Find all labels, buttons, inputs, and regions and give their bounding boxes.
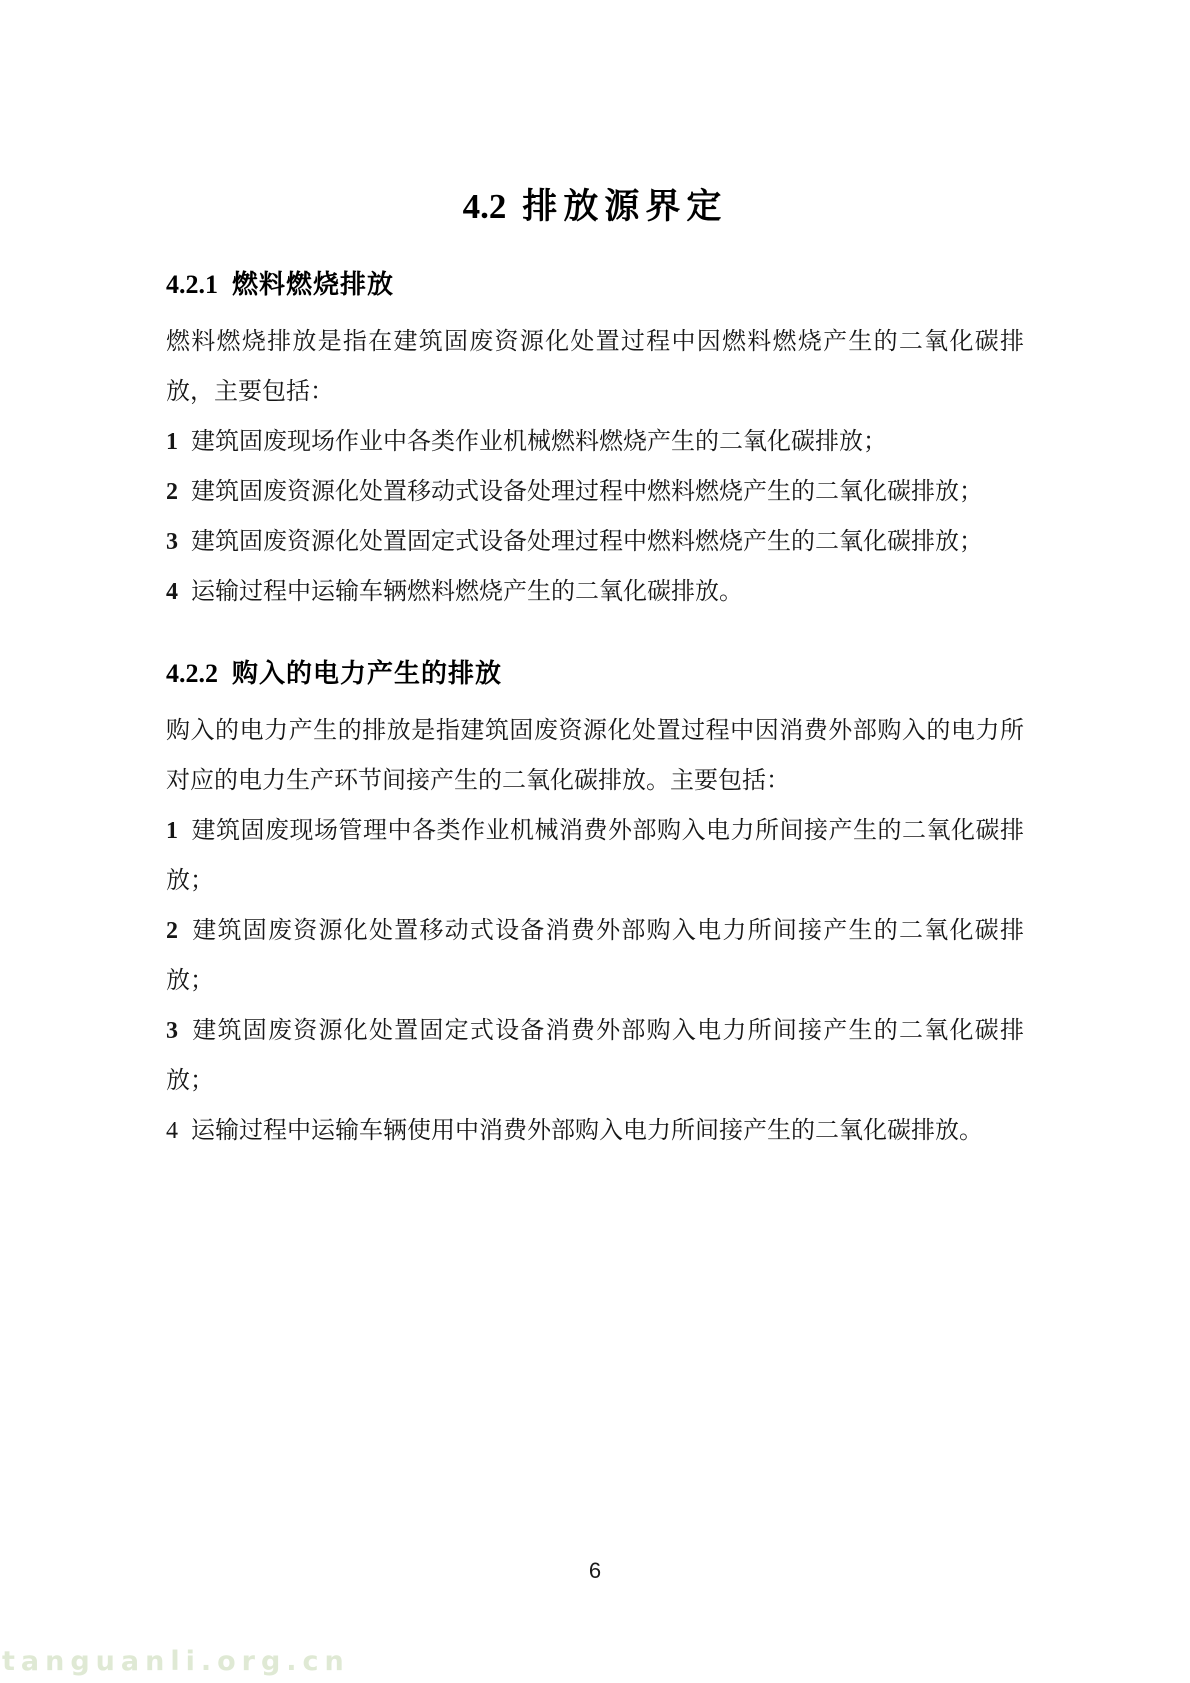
section-heading-number: 4.2.2	[166, 659, 218, 688]
list-item-text: 建筑固废资源化处置移动式设备消费外部购入电力所间接产生的二氧化碳排放；	[166, 918, 1024, 994]
list-item-number: 1	[166, 818, 178, 844]
page-title	[166, 186, 1024, 228]
list-item-text: 运输过程中运输车辆燃料燃烧产生的二氧化碳排放。	[191, 579, 743, 605]
list-item	[166, 806, 1024, 906]
list-item	[166, 1106, 1024, 1156]
list-item-text: 建筑固废现场管理中各类作业机械消费外部购入电力所间接产生的二氧化碳排放；	[166, 818, 1024, 894]
section-intro-paragraph: 燃料燃烧排放是指在建筑固废资源化处置过程中因燃料燃烧产生的二氧化碳排放，主要包括：	[166, 329, 1024, 405]
watermark-text: tanguanli.org.cn	[2, 1646, 350, 1677]
list-item-number: 2	[166, 918, 178, 944]
list-item-number: 2	[166, 479, 178, 505]
title-number: 4.2	[462, 187, 507, 226]
section-heading-4-2-2	[166, 657, 1024, 690]
list-item-text: 建筑固废现场作业中各类作业机械燃料燃烧产生的二氧化碳排放；	[191, 429, 887, 455]
section-heading-label: 燃料燃烧排放	[232, 269, 395, 299]
list-item	[166, 567, 1024, 617]
section-heading-label: 购入的电力产生的排放	[232, 658, 503, 688]
section-heading-number: 4.2.1	[166, 270, 218, 299]
list-item-number: 3	[166, 1018, 178, 1044]
section-intro-paragraph: 购入的电力产生的排放是指建筑固废资源化处置过程中因消费外部购入的电力所对应的电力生产环节间接产生的二氧化碳排放。主要包括：	[166, 718, 1024, 794]
page-number: 6	[588, 1558, 602, 1583]
list-item-number: 1	[166, 429, 178, 455]
list-item-text: 建筑固废资源化处置固定式设备消费外部购入电力所间接产生的二氧化碳排放；	[166, 1018, 1024, 1094]
list-item	[166, 1006, 1024, 1106]
list-item	[166, 906, 1024, 1006]
list-item-number: 4	[166, 579, 178, 605]
list-item-text: 运输过程中运输车辆使用中消费外部购入电力所间接产生的二氧化碳排放。	[191, 1118, 983, 1144]
list-item-text: 建筑固废资源化处置固定式设备处理过程中燃料燃烧产生的二氧化碳排放；	[191, 529, 983, 555]
page-content	[166, 0, 1024, 1156]
list-item	[166, 517, 1024, 567]
list-item	[166, 417, 1024, 467]
list-item-number: 3	[166, 529, 178, 555]
list-item	[166, 467, 1024, 517]
title-label: 排放源界定	[522, 187, 728, 226]
list-item-text: 建筑固废资源化处置移动式设备处理过程中燃料燃烧产生的二氧化碳排放；	[191, 479, 983, 505]
section-heading-4-2-1	[166, 268, 1024, 301]
list-item-number: 4	[166, 1118, 178, 1144]
